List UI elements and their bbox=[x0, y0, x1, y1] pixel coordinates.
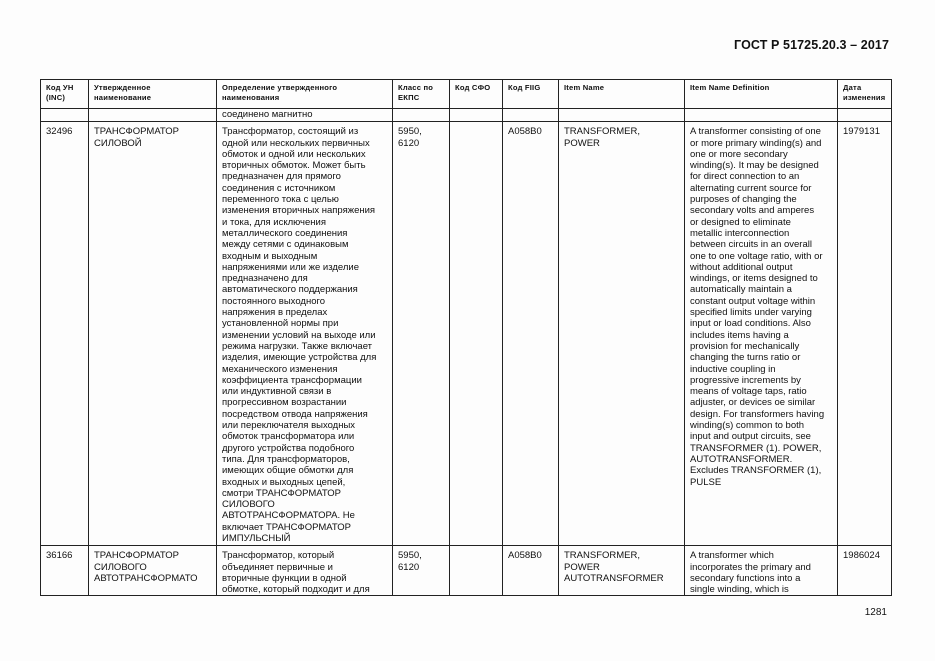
col-header-sfo-code bbox=[450, 80, 503, 109]
cell-text-line: A058B0 bbox=[508, 126, 542, 138]
cell-text-line: СИЛОВОГО bbox=[94, 561, 147, 573]
cell-text-line: наименования bbox=[222, 93, 280, 102]
cell-text-line: предназначен для прямого bbox=[222, 171, 341, 183]
cell-text-line: one or more secondary bbox=[690, 148, 788, 160]
ekps-class-cell bbox=[393, 122, 450, 546]
cell-text-line: напряжениями или же изделие bbox=[222, 261, 359, 273]
cell-text-line: windings, or items designed to bbox=[690, 273, 818, 285]
cell-text-line: обмоток трансформатора или bbox=[222, 431, 355, 443]
cell-text-line: input or load conditions. Also bbox=[690, 318, 811, 330]
col-header-inc bbox=[41, 80, 89, 109]
table-cell bbox=[559, 109, 685, 122]
cell-text-line: изделия, имеющие устройства для bbox=[222, 352, 377, 364]
cell-text-line: for direct connection to an bbox=[690, 171, 800, 183]
table-cell bbox=[41, 109, 89, 122]
table-row bbox=[41, 546, 892, 596]
cell-text-line: Трансформатор, состоящий из bbox=[222, 126, 359, 138]
approved-name-cell bbox=[89, 122, 217, 546]
page-number: 1281 bbox=[864, 607, 887, 618]
cell-text-line: Утвержденное bbox=[94, 83, 151, 92]
col-header-item-definition bbox=[685, 80, 838, 109]
cell-text-line: входных и выходных цепей, bbox=[222, 476, 346, 488]
table-cell bbox=[685, 109, 838, 122]
cell-text-line: Трансформатор, который bbox=[222, 550, 335, 562]
cell-text-line: изменении условий на выходе или bbox=[222, 329, 376, 341]
fiig-code-cell bbox=[503, 546, 559, 596]
continuation-row bbox=[41, 109, 892, 122]
cell-text-line: PULSE bbox=[690, 476, 722, 488]
cell-text-line: POWER bbox=[564, 137, 600, 149]
cell-text-line: changing the turns ratio or bbox=[690, 352, 801, 364]
cell-text-line: Item Name bbox=[564, 83, 605, 92]
cell-text-line: Код СФО bbox=[455, 83, 491, 92]
cell-text-line: or designed to eliminate bbox=[690, 216, 791, 228]
cell-text-line: типа. Для трансформаторов, bbox=[222, 453, 350, 465]
cell-text-line: переменного тока с целью bbox=[222, 194, 339, 206]
definition-cell bbox=[217, 546, 393, 596]
cell-text-line: или переключателя выходных bbox=[222, 420, 356, 432]
cell-text-line: secondary functions into a bbox=[690, 572, 801, 584]
cell-text-line: ТРАНСФОРМАТОР bbox=[94, 550, 180, 562]
cell-text-line: ТРАНСФОРМАТОР bbox=[94, 126, 180, 138]
cell-text-line: between circuits in an overall bbox=[690, 239, 812, 251]
cell-text-line: Excludes TRANSFORMER (1), bbox=[690, 465, 822, 477]
cell-text-line: purposes of changing the bbox=[690, 194, 797, 206]
change-date-cell bbox=[838, 546, 892, 596]
cell-text-line: другого устройства подобного bbox=[222, 442, 355, 454]
table-cell bbox=[838, 109, 892, 122]
item-definition-cell bbox=[685, 546, 838, 596]
cell-text-line: Класс по bbox=[398, 83, 434, 92]
cell-text-line: 5950, bbox=[398, 550, 422, 562]
cell-text-line: изменения вторичных напряжения bbox=[222, 205, 376, 217]
cell-text-line: режима нагрузки. Также включает bbox=[222, 340, 373, 352]
cell-text-line: напряжения в пределах bbox=[222, 307, 328, 319]
cell-text-line: Item Name Definition bbox=[690, 83, 770, 92]
cell-text-line: 1979131 bbox=[843, 126, 880, 138]
cell-text-line: объединяет первичные и bbox=[222, 561, 333, 573]
cell-text-line: A transformer consisting of one bbox=[690, 126, 821, 138]
definition-cell bbox=[217, 122, 393, 546]
cell-text-line: ЕКПС bbox=[398, 93, 420, 102]
cell-text-line: Дата bbox=[843, 83, 862, 92]
table-cell bbox=[503, 109, 559, 122]
cell-text-line: AUTOTRANSFORMER bbox=[564, 572, 664, 584]
cell-text-line: adjuster, or devices oe similar bbox=[690, 397, 816, 409]
cell-text-line: и тока, для исключения bbox=[222, 216, 326, 228]
cell-text-line: изменения bbox=[843, 93, 886, 102]
approved-name-cell bbox=[89, 546, 217, 596]
cell-text-line: automatically maintain a bbox=[690, 284, 792, 296]
cell-text-line: СИЛОВОЙ bbox=[94, 137, 142, 149]
col-header-definition bbox=[217, 80, 393, 109]
cell-text-line: 36166 bbox=[46, 550, 73, 562]
cell-text-line: winding(s). It may be designed bbox=[690, 160, 819, 172]
cell-text-line: A transformer which bbox=[690, 550, 774, 562]
cell-text-line: includes items having a bbox=[690, 329, 789, 341]
cell-text-line: металлического соединения bbox=[222, 227, 348, 239]
col-header-approved-name bbox=[89, 80, 217, 109]
table-cell bbox=[393, 109, 450, 122]
sfo-code-cell bbox=[450, 546, 503, 596]
item-name-cell bbox=[559, 546, 685, 596]
table-cell bbox=[89, 109, 217, 122]
col-header-ekps-class bbox=[393, 80, 450, 109]
cell-text-line: предназначено для bbox=[222, 273, 308, 285]
cell-text-line: вторичные функции в одной bbox=[222, 572, 347, 584]
cell-text-line: Код УН bbox=[46, 83, 74, 92]
inc-cell bbox=[41, 546, 89, 596]
cell-text-line: specified limits under varying bbox=[690, 307, 812, 319]
cell-text-line: СИЛОВОГО bbox=[222, 499, 275, 511]
cell-text-line: или индуктивной связи в bbox=[222, 386, 332, 398]
cell-text-line: включает ТРАНСФОРМАТОР bbox=[222, 521, 351, 533]
cell-text-line: or more primary winding(s) and bbox=[690, 137, 822, 149]
cell-text-line: progressive increments by bbox=[690, 374, 801, 386]
cell-text-line: входным и выходным bbox=[222, 250, 318, 262]
cell-text-line: TRANSFORMER, bbox=[564, 126, 640, 138]
cell-text-line: one to one voltage ratio, with or bbox=[690, 250, 823, 262]
change-date-cell bbox=[838, 122, 892, 546]
cell-text-line: смотри ТРАНСФОРМАТОР bbox=[222, 487, 341, 499]
cell-text-line: alternating current source for bbox=[690, 182, 812, 194]
table-cell bbox=[450, 109, 503, 122]
cell-text-line: provision for mechanically bbox=[690, 340, 800, 352]
cell-text-line: автоматического поддержания bbox=[222, 284, 358, 296]
item-name-cell bbox=[559, 122, 685, 546]
col-header-fiig-code bbox=[503, 80, 559, 109]
cell-text-line: прогрессивном возрастании bbox=[222, 397, 347, 409]
cell-text-line: constant output voltage within bbox=[690, 295, 816, 307]
cell-text-line: АВТОТРАНСФОРМАТОРА. Не bbox=[222, 510, 355, 522]
cell-text-line: механического изменения bbox=[222, 363, 338, 375]
cell-text-line: наименование bbox=[94, 93, 152, 102]
cell-text-line: 6120 bbox=[398, 561, 420, 573]
inc-cell bbox=[41, 122, 89, 546]
cell-text-line: 1986024 bbox=[843, 550, 880, 562]
cell-text-line: AUTOTRANSFORMER. bbox=[690, 453, 793, 465]
cell-text-line: winding(s) common to both bbox=[690, 420, 805, 432]
cell-text-line: Определение утвержденного bbox=[222, 83, 338, 92]
item-definition-cell bbox=[685, 122, 838, 546]
cell-text-line: without additional output bbox=[690, 261, 793, 273]
fiig-code-cell bbox=[503, 122, 559, 546]
cell-text-line: TRANSFORMER (1). POWER, bbox=[690, 442, 822, 454]
cell-text-line: secondary volts and amperes bbox=[690, 205, 815, 217]
cell-text-line: 32496 bbox=[46, 126, 73, 138]
cell-text-line: means of voltage taps, ratio bbox=[690, 386, 807, 398]
cell-text-line: POWER bbox=[564, 561, 600, 573]
cell-text-line: вторичных обмоток. Может быть bbox=[222, 160, 366, 172]
ekps-class-cell bbox=[393, 546, 450, 596]
cell-text-line: одной или нескольких первичных bbox=[222, 137, 370, 149]
col-header-change-date bbox=[838, 80, 892, 109]
cell-text-line: (INC) bbox=[46, 93, 66, 102]
cell-text-line: постоянного выходного bbox=[222, 295, 326, 307]
cell-text-line: design. For transformers having bbox=[690, 408, 825, 420]
col-header-item-name bbox=[559, 80, 685, 109]
cell-text-line: single winding, which is bbox=[690, 584, 789, 596]
cell-text-line: АВТОТРАНСФОРМАТО bbox=[94, 572, 198, 584]
cell-text-line: input and output circuits, see bbox=[690, 431, 811, 443]
cell-text-line: 6120 bbox=[398, 137, 420, 149]
document-code: ГОСТ Р 51725.20.3 – 2017 bbox=[734, 38, 889, 52]
table-row bbox=[41, 122, 892, 546]
cell-text-line: A058B0 bbox=[508, 550, 542, 562]
sfo-code-cell bbox=[450, 122, 503, 546]
cell-text-line: посредством отвода напряжения bbox=[222, 408, 368, 420]
cell-text-line: коэффициента трансформации bbox=[222, 374, 362, 386]
cell-text-line: Код FIIG bbox=[508, 83, 541, 92]
cell-text-line: обмоток и одной или нескольких bbox=[222, 148, 366, 160]
nomenclature-table bbox=[40, 79, 892, 596]
cell-text-line: имеющих общие обмотки для bbox=[222, 465, 354, 477]
cell-text-line: 5950, bbox=[398, 126, 422, 138]
cell-text-line: соединения с источником bbox=[222, 182, 336, 194]
cell-text-line: установленной нормы при bbox=[222, 318, 339, 330]
continuation-text: соединено магнитно bbox=[217, 109, 393, 122]
header-row bbox=[41, 80, 892, 109]
cell-text-line: inductive coupling in bbox=[690, 363, 776, 375]
cell-text-line: между сетями с одинаковым bbox=[222, 239, 349, 251]
cell-text-line: metallic interconnection bbox=[690, 227, 790, 239]
cell-text-line: incorporates the primary and bbox=[690, 561, 811, 573]
cell-text-line: ИМПУЛЬСНЫЙ bbox=[222, 532, 291, 544]
cell-text-line: TRANSFORMER, bbox=[564, 550, 640, 562]
cell-text-line: обмотке, который подходит и для bbox=[222, 584, 370, 596]
